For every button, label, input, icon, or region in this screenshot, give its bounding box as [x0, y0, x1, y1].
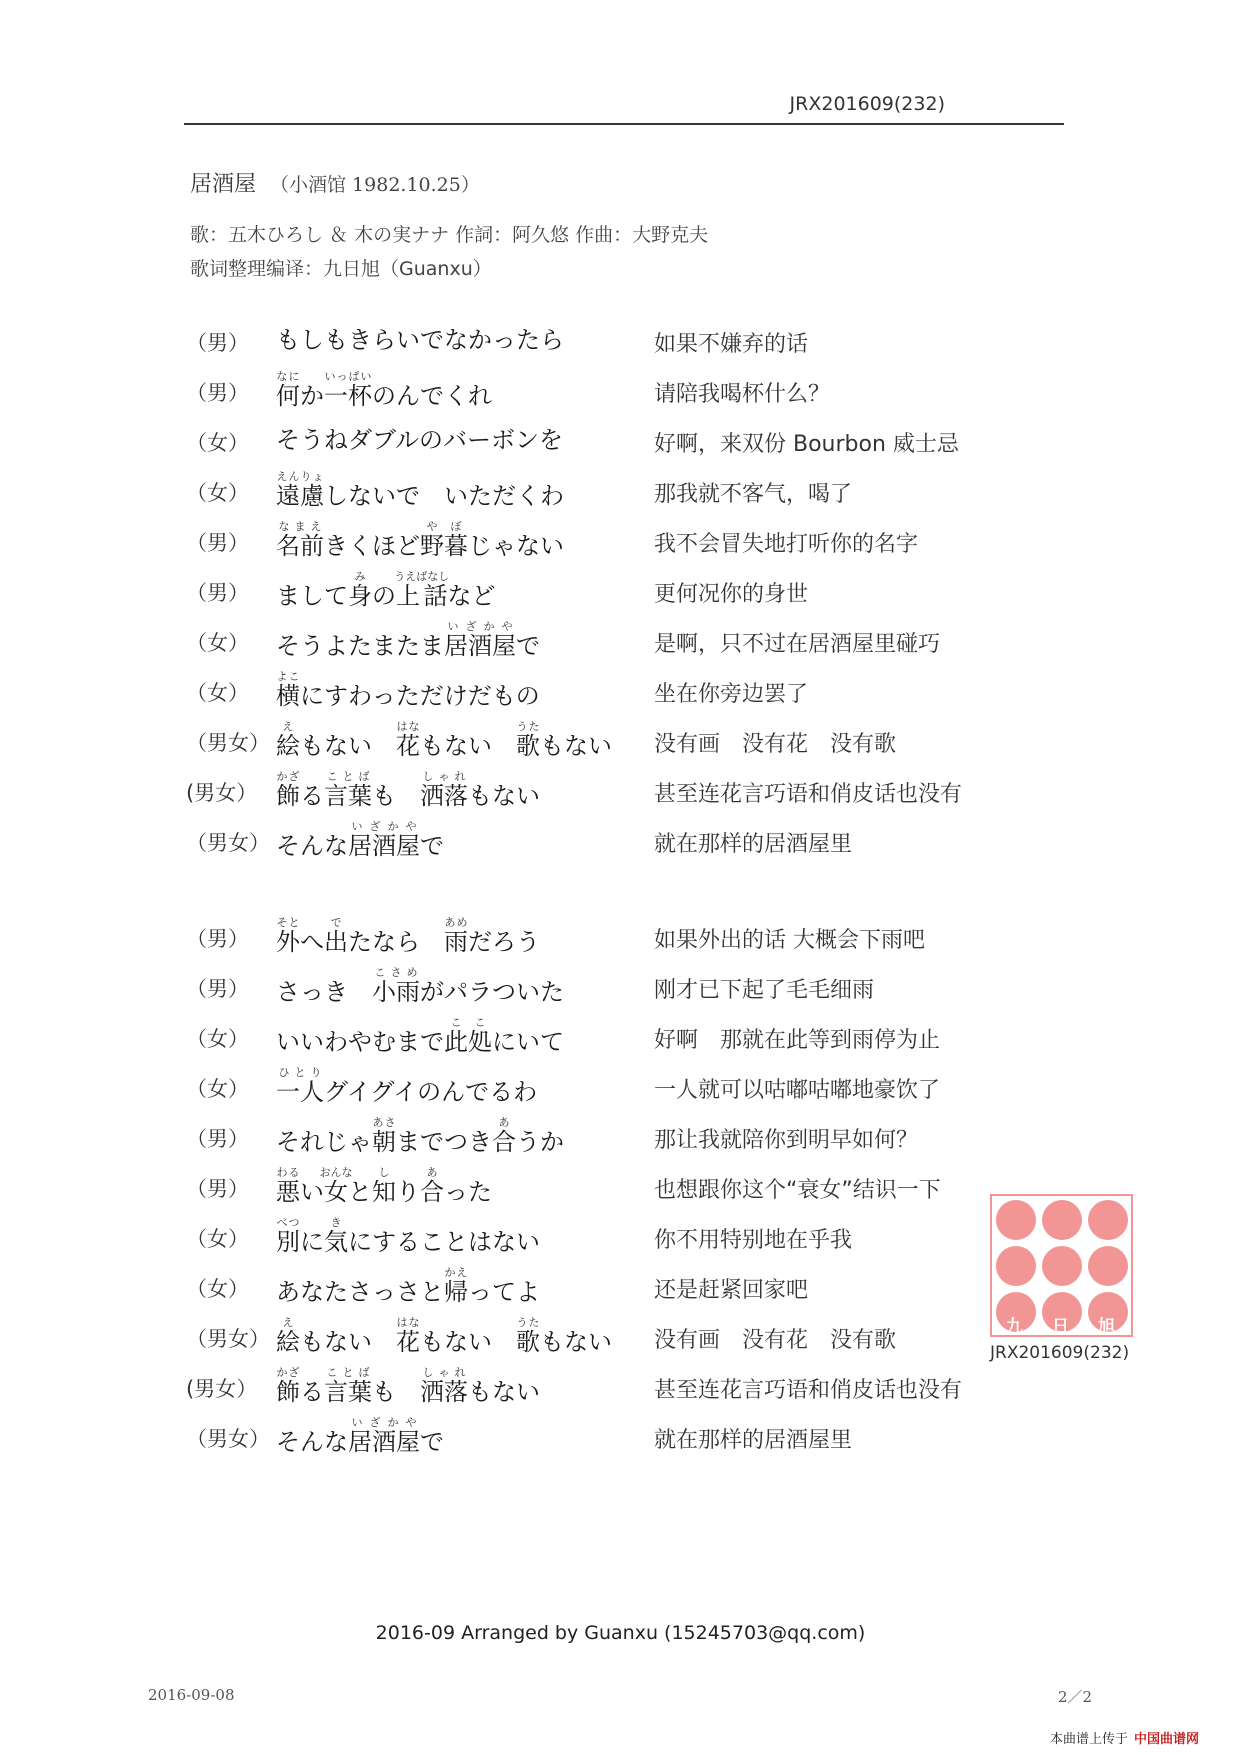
furigana-word	[276, 720, 300, 760]
kana-text: で	[420, 1428, 444, 1456]
japanese-lyric	[276, 520, 564, 561]
lyric-line	[0, 770, 1241, 817]
singer-label: （男）	[186, 1177, 249, 1201]
kana-text: の	[372, 582, 396, 610]
japanese-lyric	[276, 1416, 444, 1457]
furigana-reading: しゃれ	[420, 1366, 468, 1379]
kanji-text: 出	[324, 928, 348, 956]
lyric-line	[0, 1066, 1241, 1113]
furigana-word	[324, 1216, 348, 1256]
japanese-lyric	[276, 470, 564, 511]
singer-label: （男女）	[186, 731, 270, 755]
lyric-line	[0, 720, 1241, 767]
kanji-text: 居酒屋	[348, 1428, 420, 1456]
chinese-translation: 你不用特别地在乎我	[654, 1228, 853, 1253]
kanji-text: 歌	[516, 732, 540, 760]
furigana-word	[420, 1166, 444, 1206]
chinese-translation: 就在那样的居酒屋里	[654, 1428, 853, 1453]
kana-text: ってよ	[468, 1278, 540, 1306]
kana-text: たなら	[348, 928, 444, 956]
kanji-text: 合	[420, 1178, 444, 1206]
kana-text: グイグイのんでるわ	[324, 1078, 538, 1106]
kanji-text: 此処	[444, 1028, 492, 1056]
chinese-translation: 没有画 没有花 没有歌	[654, 1328, 897, 1353]
furigana-reading: え	[276, 1316, 300, 1329]
furigana-reading: そと	[276, 916, 300, 929]
furigana-word	[372, 1166, 396, 1206]
kana-text: へ	[300, 928, 324, 956]
furigana-reading: えんりょ	[276, 470, 324, 483]
furigana-reading: え	[276, 720, 300, 733]
kanji-text: 絵	[276, 732, 300, 760]
stamp-dot	[996, 1246, 1036, 1286]
chinese-translation: 甚至连花言巧语和俏皮话也没有	[654, 782, 963, 807]
singer-label: （女）	[186, 631, 249, 655]
furigana-reading: はな	[396, 720, 420, 733]
furigana-word	[324, 1366, 372, 1406]
lyric-line	[0, 820, 1241, 867]
furigana-reading: なに	[276, 370, 300, 383]
singer-label: （男）	[186, 381, 249, 405]
chinese-translation: 我不会冒失地打听你的名字	[654, 532, 919, 557]
kanji-text: 小雨	[372, 978, 420, 1006]
kana-text: それじゃ	[276, 1128, 372, 1156]
singer-label: （女）	[186, 1277, 249, 1301]
document-code: JRX201609(232)	[789, 93, 945, 115]
kana-text: もない	[420, 1328, 516, 1356]
singer-label: （男）	[186, 1127, 249, 1151]
lyric-line	[0, 1366, 1241, 1413]
lyric-line	[0, 427, 1241, 467]
furigana-word	[516, 1316, 540, 1356]
furigana-word	[444, 1016, 492, 1056]
song-arranger: 歌词整理编译：九日旭（Guanxu）	[190, 258, 492, 280]
kanji-text: 洒落	[420, 1378, 468, 1406]
lyric-line	[0, 916, 1241, 963]
furigana-reading: やぼ	[420, 520, 468, 533]
japanese-lyric	[276, 966, 564, 1007]
singer-label: （男女）	[186, 831, 270, 855]
kana-text: もない	[468, 1378, 540, 1406]
furigana-reading: ことば	[324, 770, 372, 783]
furigana-word	[324, 370, 372, 410]
japanese-lyric	[276, 1316, 612, 1357]
page-number: 2／2	[1058, 1688, 1093, 1706]
furigana-reading: ひとり	[276, 1066, 324, 1079]
furigana-reading: かえ	[444, 1266, 468, 1279]
stamp-code: JRX201609(232)	[990, 1343, 1130, 1363]
chinese-translation: 还是赶紧回家吧	[654, 1278, 809, 1303]
stamp-dot	[1042, 1246, 1082, 1286]
chinese-translation: 是啊，只不过在居酒屋里碰巧	[654, 632, 941, 657]
song-title: 居酒屋	[190, 172, 257, 197]
furigana-word	[324, 770, 372, 810]
japanese-lyric	[276, 1066, 537, 1107]
kanji-text: 言葉	[324, 782, 372, 810]
singer-label: （男）	[186, 531, 249, 555]
furigana-word	[276, 1316, 300, 1356]
japanese-lyric	[276, 670, 540, 711]
furigana-word	[444, 916, 468, 956]
chinese-translation: 请陪我喝杯什么？	[654, 382, 831, 407]
kanji-text: 絵	[276, 1328, 300, 1356]
kanji-text: 合	[492, 1128, 516, 1156]
furigana-word	[348, 1416, 420, 1456]
kanji-text: 野暮	[420, 532, 468, 560]
lyric-line	[0, 470, 1241, 517]
header-rule	[184, 123, 1064, 125]
furigana-reading: よこ	[276, 670, 300, 683]
japanese-lyric	[276, 1016, 564, 1057]
kanji-text: 一人	[276, 1078, 324, 1106]
kana-text: る	[300, 1378, 324, 1406]
kana-text: か	[300, 382, 324, 410]
kana-text: しないで いただくわ	[324, 482, 564, 510]
kanji-text: 名前	[276, 532, 324, 560]
furigana-word	[396, 1316, 420, 1356]
furigana-word	[324, 916, 348, 956]
kana-text: など	[447, 582, 496, 610]
kanji-text: 何	[276, 382, 300, 410]
chinese-translation: 没有画 没有花 没有歌	[654, 732, 897, 757]
lyric-line	[0, 1116, 1241, 1163]
japanese-lyric	[276, 1116, 564, 1157]
kana-text: そうよたまたま	[276, 632, 444, 660]
singer-label: (男女）	[186, 781, 258, 805]
furigana-reading: うた	[516, 720, 540, 733]
furigana-reading: いざかや	[348, 1416, 420, 1429]
japanese-lyric	[276, 770, 540, 811]
singer-label: （男）	[186, 581, 249, 605]
furigana-word	[276, 1216, 300, 1256]
kana-text: がパラついた	[420, 978, 564, 1006]
kana-text: る	[300, 782, 324, 810]
furigana-word	[394, 570, 450, 610]
stamp-character: 旭	[1098, 1317, 1115, 1337]
song-credits: 歌：五木ひろし ＆ 木の実ナナ 作詞：阿久悠 作曲：大野克夫	[190, 224, 709, 246]
japanese-lyric	[276, 570, 496, 611]
furigana-reading: あ	[492, 1116, 516, 1129]
furigana-reading: で	[324, 916, 348, 929]
kana-text: うか	[516, 1128, 564, 1156]
kana-text: そうねダブルのバーボンを	[276, 426, 564, 454]
singer-label: （女）	[186, 1077, 249, 1101]
kanji-text: 身	[348, 582, 372, 610]
furigana-reading: べつ	[276, 1216, 300, 1229]
furigana-word	[420, 770, 468, 810]
kana-text: そんな	[276, 832, 348, 860]
kanji-text: 別	[276, 1228, 300, 1256]
lyric-line	[0, 966, 1241, 1013]
stamp-dot	[1088, 1246, 1128, 1286]
singer-label: （男女）	[186, 1327, 270, 1351]
chinese-translation: 刚才已下起了毛毛细雨	[654, 978, 875, 1003]
furigana-word	[348, 570, 372, 610]
japanese-lyric	[276, 320, 564, 355]
furigana-reading: あめ	[444, 916, 468, 929]
kanji-text: 外	[276, 928, 300, 956]
kana-text: まして	[276, 582, 348, 610]
japanese-lyric	[276, 420, 563, 455]
furigana-word	[420, 520, 468, 560]
japanese-lyric	[276, 916, 540, 957]
chinese-translation: 一人就可以咕嘟咕嘟地豪饮了	[654, 1078, 941, 1103]
site-logo[interactable]: 中国曲谱网	[1134, 1732, 1200, 1747]
kanji-text: 花	[396, 1328, 420, 1356]
singer-label: （女）	[186, 1227, 249, 1251]
kanji-text: 悪	[276, 1178, 300, 1206]
kanji-text: 花	[396, 732, 420, 760]
furigana-word	[492, 1116, 516, 1156]
kanji-text: 朝	[372, 1128, 396, 1156]
song-subtitle: （小酒馆 1982.10.25）	[270, 174, 480, 196]
kana-text: さっき	[276, 978, 372, 1006]
stamp-dot	[1088, 1200, 1128, 1240]
upload-label: 本曲谱上传于	[1050, 1732, 1129, 1747]
furigana-reading: うえばなし	[394, 570, 450, 583]
kana-text: きくほど	[324, 532, 420, 560]
kana-text: にすわっただけだもの	[300, 682, 540, 710]
furigana-word	[516, 720, 540, 760]
lyric-line	[0, 520, 1241, 567]
kanji-text: 遠慮	[276, 482, 324, 510]
lyric-line	[0, 327, 1241, 367]
kanji-text: 女	[319, 1178, 353, 1206]
furigana-reading: いざかや	[444, 620, 516, 633]
chinese-translation: 就在那样的居酒屋里	[654, 832, 853, 857]
japanese-lyric	[276, 1216, 540, 1257]
furigana-reading: ここ	[444, 1016, 492, 1029]
japanese-lyric	[276, 1166, 492, 1207]
kanji-text: 帰	[444, 1278, 468, 1306]
furigana-word	[276, 916, 300, 956]
kanji-text: 気	[324, 1228, 348, 1256]
japanese-lyric	[276, 820, 444, 861]
furigana-word	[319, 1166, 353, 1206]
chinese-translation: 如果外出的话 大概会下雨吧	[654, 928, 925, 953]
stamp-dot	[1042, 1200, 1082, 1240]
kana-text: だろう	[468, 928, 540, 956]
kanji-text: 雨	[444, 928, 468, 956]
kana-text: も	[372, 1378, 420, 1406]
furigana-reading: ことば	[324, 1366, 372, 1379]
furigana-word	[276, 1366, 300, 1406]
singer-label: （男女）	[186, 1427, 270, 1451]
lyric-line	[0, 1416, 1241, 1463]
chinese-translation: 也想跟你这个“衰女”结识一下	[654, 1178, 941, 1203]
furigana-word	[372, 1116, 396, 1156]
kana-text: った	[444, 1178, 492, 1206]
kana-text: り	[396, 1178, 420, 1206]
arranged-by-footer: 2016-09 Arranged by Guanxu (15245703@qq.com)	[375, 1622, 866, 1644]
chinese-translation: 如果不嫌弃的话	[654, 332, 809, 357]
lyric-line	[0, 1016, 1241, 1063]
kana-text: で	[420, 832, 444, 860]
kanji-text: 言葉	[324, 1378, 372, 1406]
kana-text: にいて	[492, 1028, 564, 1056]
furigana-word	[276, 370, 300, 410]
chinese-translation: 那我就不客气，喝了	[654, 482, 853, 507]
kanji-text: 知	[372, 1178, 396, 1206]
furigana-reading: し	[372, 1166, 396, 1179]
singer-label: （男）	[186, 977, 249, 1001]
lyric-line	[0, 620, 1241, 667]
kanji-text: 歌	[516, 1328, 540, 1356]
singer-label: （男）	[186, 331, 249, 355]
kana-text: も	[372, 782, 420, 810]
chinese-translation: 坐在你旁边罢了	[654, 682, 809, 707]
japanese-lyric	[276, 720, 612, 761]
furigana-reading: なまえ	[276, 520, 324, 533]
furigana-reading: かざ	[276, 770, 300, 783]
furigana-word	[372, 966, 420, 1006]
furigana-reading: わる	[276, 1166, 300, 1179]
furigana-reading: はな	[396, 1316, 420, 1329]
kanji-text: 洒落	[420, 782, 468, 810]
kana-text: いいわやむまで	[276, 1028, 444, 1056]
singer-label: (男女）	[186, 1377, 258, 1401]
furigana-reading: あさ	[372, 1116, 396, 1129]
furigana-reading: き	[324, 1216, 348, 1229]
furigana-word	[276, 520, 324, 560]
furigana-word	[444, 1266, 468, 1306]
kanji-text: 居酒屋	[444, 632, 516, 660]
kana-text: にすることはない	[348, 1228, 540, 1256]
furigana-reading: いっぱい	[324, 370, 372, 383]
singer-label: （女）	[186, 681, 249, 705]
kana-text: もない	[468, 782, 540, 810]
furigana-reading: こさめ	[372, 966, 420, 979]
kana-text: もない	[540, 1328, 612, 1356]
furigana-reading: うた	[516, 1316, 540, 1329]
furigana-word	[276, 470, 324, 510]
kana-text: もしもきらいでなかったら	[276, 326, 564, 354]
chinese-translation: 甚至连花言巧语和俏皮话也没有	[654, 1378, 963, 1403]
furigana-word	[276, 670, 300, 710]
lyric-line	[0, 370, 1241, 417]
stamp-character: 九	[1006, 1317, 1023, 1337]
chinese-translation: 好啊 那就在此等到雨停为止	[654, 1028, 941, 1053]
singer-label: （女）	[186, 431, 249, 455]
seal-stamp	[990, 1194, 1133, 1337]
kana-text: じゃない	[468, 532, 564, 560]
singer-label: （男）	[186, 927, 249, 951]
furigana-reading: かざ	[276, 1366, 300, 1379]
singer-label: （女）	[186, 481, 249, 505]
lyric-line	[0, 570, 1241, 617]
lyric-line	[0, 670, 1241, 717]
kana-text: で	[516, 632, 540, 660]
furigana-word	[396, 720, 420, 760]
kana-text: もない	[300, 732, 396, 760]
upload-note	[1050, 1728, 1199, 1747]
chinese-translation: 更何况你的身世	[654, 582, 809, 607]
kanji-text: 横	[276, 682, 300, 710]
print-date: 2016-09-08	[148, 1686, 235, 1704]
kana-text: もない	[300, 1328, 396, 1356]
japanese-lyric	[276, 1366, 540, 1407]
kana-text: に	[300, 1228, 324, 1256]
stamp-character: 日	[1052, 1317, 1069, 1337]
furigana-reading: み	[348, 570, 372, 583]
kana-text: と	[348, 1178, 372, 1206]
kana-text: い	[300, 1178, 324, 1206]
kana-text: までつき	[396, 1128, 492, 1156]
chinese-translation: 那让我就陪你到明早如何？	[654, 1128, 919, 1153]
kanji-text: 飾	[276, 782, 300, 810]
kanji-text: 一杯	[324, 382, 372, 410]
kanji-text: 居酒屋	[348, 832, 420, 860]
furigana-word	[420, 1366, 468, 1406]
chinese-translation: 好啊，来双份 Bourbon 威士忌	[654, 432, 959, 457]
kana-text: そんな	[276, 1428, 348, 1456]
furigana-reading: しゃれ	[420, 770, 468, 783]
kana-text: あなたさっさと	[276, 1278, 444, 1306]
kana-text: もない	[540, 732, 612, 760]
furigana-word	[444, 620, 516, 660]
furigana-word	[276, 770, 300, 810]
kanji-text: 上話	[394, 582, 450, 610]
furigana-reading: おんな	[319, 1166, 353, 1179]
song-title-line	[190, 167, 480, 198]
singer-label: （女）	[186, 1027, 249, 1051]
kana-text: もない	[420, 732, 516, 760]
kana-text: のんでくれ	[372, 382, 492, 410]
furigana-word	[348, 820, 420, 860]
stamp-dot	[996, 1200, 1036, 1240]
furigana-reading: いざかや	[348, 820, 420, 833]
japanese-lyric	[276, 1266, 540, 1307]
kanji-text: 飾	[276, 1378, 300, 1406]
furigana-reading: あ	[420, 1166, 444, 1179]
japanese-lyric	[276, 370, 492, 411]
furigana-word	[276, 1066, 324, 1106]
japanese-lyric	[276, 620, 540, 661]
furigana-word	[276, 1166, 300, 1206]
